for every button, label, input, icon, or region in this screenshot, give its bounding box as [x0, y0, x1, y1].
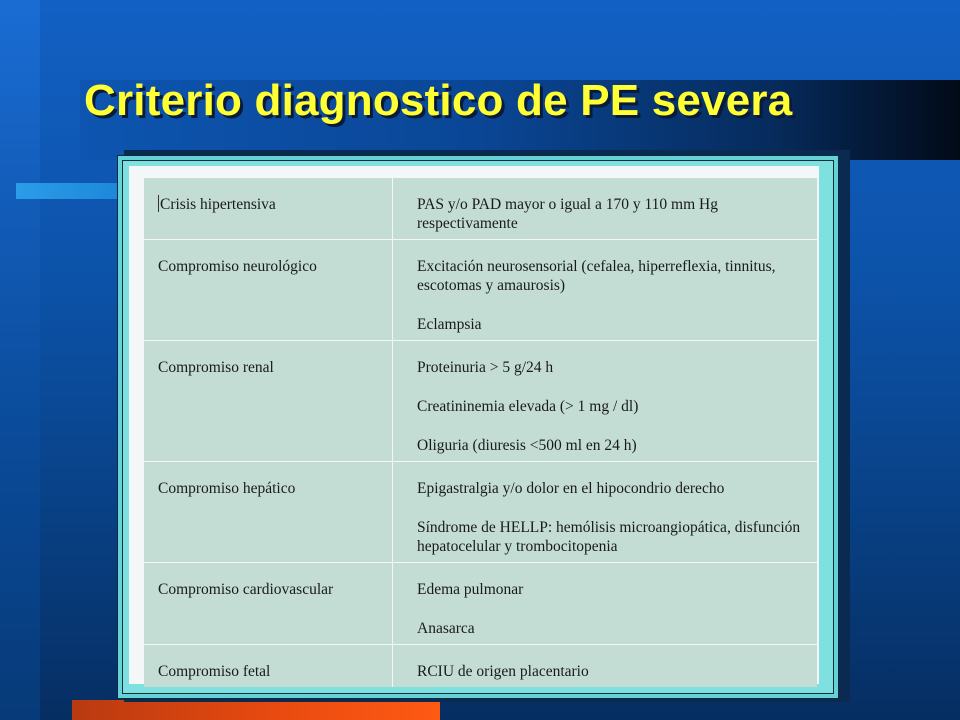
criterion-label: Compromiso renal — [158, 359, 274, 376]
table-row — [144, 341, 817, 462]
criteria-table — [144, 178, 817, 687]
findings-cell — [393, 240, 818, 341]
criterion-label: Compromiso cardiovascular — [158, 581, 334, 598]
criterion-cell — [144, 240, 393, 341]
table-row — [144, 563, 817, 645]
bottom-accent-bar — [72, 700, 440, 720]
criterion-cell — [144, 462, 393, 563]
finding-text: Anasarca — [417, 620, 475, 637]
text-cursor — [158, 195, 159, 212]
finding-text: Eclampsia — [417, 316, 482, 333]
accent-bar — [16, 183, 126, 199]
table-row — [144, 178, 817, 240]
criterion-cell — [144, 178, 393, 240]
finding-text: RCIU de origen placentario — [417, 663, 589, 680]
finding-text: Edema pulmonar — [417, 581, 524, 598]
table-row — [144, 645, 817, 688]
finding-text: Creatininemia elevada (> 1 mg / dl) — [417, 398, 639, 415]
finding-text: PAS y/o PAD mayor o igual a 170 y 110 mm Hg respectivamente — [417, 196, 718, 232]
criterion-cell — [144, 563, 393, 645]
finding-text: Proteinuria > 5 g/24 h — [417, 359, 554, 376]
table-frame — [117, 155, 839, 699]
finding-text: Síndrome de HELLP: hemólisis microangiopática, disfunción hepatocelular y trombocitopenia — [417, 519, 801, 555]
finding-text: Oliguria (diuresis <500 ml en 24 h) — [417, 437, 637, 454]
findings-cell — [393, 341, 818, 462]
criterion-label: Compromiso hepático — [158, 480, 296, 497]
slide-title: Criterio diagnostico de PE severa — [84, 76, 793, 125]
findings-cell — [393, 462, 818, 563]
findings-cell — [393, 178, 818, 240]
left-decor-strip — [0, 0, 40, 720]
criterion-cell — [144, 341, 393, 462]
finding-text: Epigastralgia y/o dolor en el hipocondrio derecho — [417, 480, 725, 497]
criterion-label: Crisis hipertensiva — [160, 196, 276, 213]
criterion-label: Compromiso fetal — [158, 663, 271, 680]
findings-cell — [393, 645, 818, 688]
table-row — [144, 462, 817, 563]
table-image — [129, 166, 819, 684]
criterion-cell — [144, 645, 393, 688]
finding-text: Excitación neurosensorial (cefalea, hiperreflexia, tinnitus, escotomas y amaurosis) — [417, 258, 776, 294]
table-row — [144, 240, 817, 341]
findings-cell — [393, 563, 818, 645]
criterion-label: Compromiso neurológico — [158, 258, 317, 275]
